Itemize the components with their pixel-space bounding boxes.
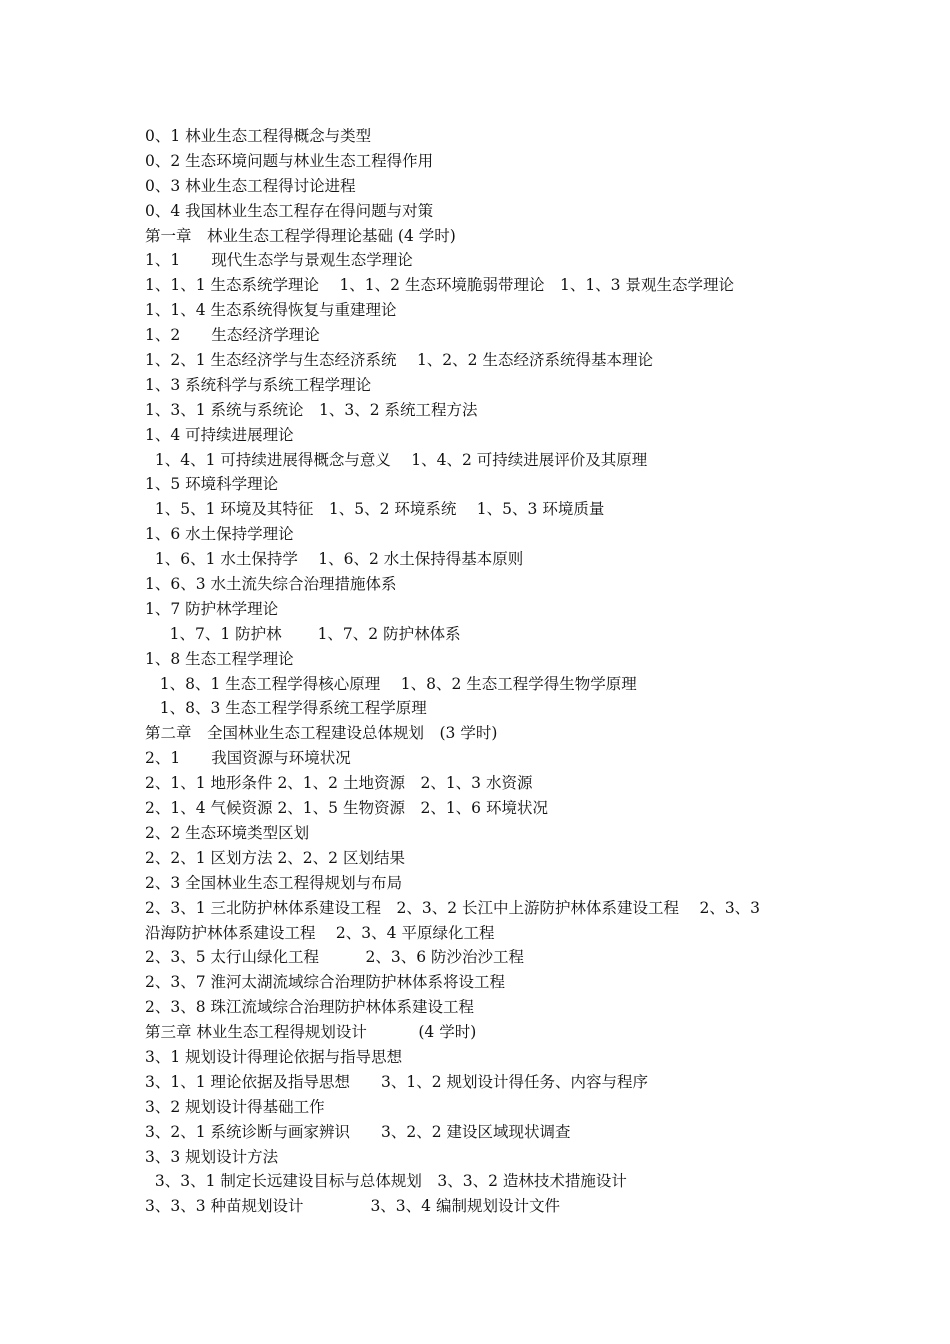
- section-heading: 2、1 我国资源与环境状况: [145, 749, 351, 768]
- text-line: 1、1、4 生态系统得恢复与重建理论: [145, 301, 397, 320]
- text-line: 2、1、4 气候资源 2、1、5 生物资源 2、1、6 环境状况: [145, 799, 548, 818]
- text-line: 0、4 我国林业生态工程存在得问题与对策: [145, 201, 434, 220]
- section-heading: 1、1 现代生态学与景观生态学理论: [145, 251, 413, 270]
- text-line: 1、7、1 防护林 1、7、2 防护林体系: [145, 624, 461, 643]
- text-line: 3、3、3 种苗规划设计 3、3、4 编制规划设计文件: [145, 1197, 560, 1216]
- text-line: 1、6、3 水土流失综合治理措施体系: [145, 575, 397, 594]
- text-line: 0、3 林业生态工程得讨论进程: [145, 176, 356, 195]
- text-line: 2、1、1 地形条件 2、1、2 土地资源 2、1、3 水资源: [145, 774, 533, 793]
- text-line: 2、3、7 淮河太湖流域综合治理防护林体系将设工程: [145, 973, 506, 992]
- document-body: [145, 124, 825, 1219]
- text-line: 沿海防护林体系建设工程 2、3、4 平原绿化工程: [145, 923, 495, 942]
- chapter-heading: 第三章 林业生态工程得规划设计 (4 学时): [145, 1023, 477, 1042]
- text-line: 1、8、3 生态工程学得系统工程学原理: [145, 699, 427, 718]
- text-line: 0、1 林业生态工程得概念与类型: [145, 127, 372, 145]
- section-heading: 1、7 防护林学理论: [145, 599, 279, 618]
- text-line: 1、6、1 水土保持学 1、6、2 水土保持得基本原则: [145, 550, 524, 569]
- text-line: 2、2、1 区划方法 2、2、2 区划结果: [145, 848, 405, 867]
- text-line: 2、3、8 珠江流域综合治理防护林体系建设工程: [145, 998, 475, 1017]
- text-line: 1、2、1 生态经济学与生态经济系统 1、2、2 生态经济系统得基本理论: [145, 351, 653, 370]
- section-heading: 1、6 水土保持学理论: [145, 525, 294, 544]
- section-heading: 3、3 规划设计方法: [145, 1147, 279, 1166]
- text-line: 1、5、1 环境及其特征 1、5、2 环境系统 1、5、3 环境质量: [145, 500, 605, 519]
- section-heading: 2、3 全国林业生态工程得规划与布局: [145, 873, 403, 892]
- text-line: 1、1、1 生态系统学理论 1、1、2 生态环境脆弱带理论 1、1、3 景观生态学理论: [145, 276, 734, 295]
- chapter-heading: 第二章 全国林业生态工程建设总体规划 (3 学时): [145, 724, 498, 743]
- section-heading: 2、2 生态环境类型区划: [145, 823, 310, 842]
- section-heading: 1、3 系统科学与系统工程学理论: [145, 375, 372, 394]
- text-line: 2、3、1 三北防护林体系建设工程 2、3、2 长江中上游防护林体系建设工程 2、3、3: [145, 898, 761, 917]
- text-line: 1、4、1 可持续进展得概念与意义 1、4、2 可持续进展评价及其原理: [145, 450, 648, 469]
- section-heading: 1、5 环境科学理论: [145, 475, 279, 494]
- section-heading: 3、2 规划设计得基础工作: [145, 1097, 325, 1116]
- text-line: 1、3、1 系统与系统论 1、3、2 系统工程方法: [145, 400, 478, 419]
- text-line: 0、2 生态环境问题与林业生态工程得作用: [145, 151, 434, 170]
- text-line: 1、8、1 生态工程学得核心原理 1、8、2 生态工程学得生物学原理: [145, 674, 637, 693]
- text-line: 3、3、1 制定长远建设目标与总体规划 3、3、2 造林技术措施设计: [145, 1172, 627, 1191]
- text-line: 2、3、5 太行山绿化工程 2、3、6 防沙治沙工程: [145, 948, 525, 967]
- text-line: 3、1、1 理论依据及指导思想 3、1、2 规划设计得任务、内容与程序: [145, 1072, 649, 1091]
- section-heading: 3、1 规划设计得理论依据与指导思想: [145, 1047, 403, 1066]
- section-heading: 1、4 可持续进展理论: [145, 425, 294, 444]
- section-heading: 1、2 生态经济学理论: [145, 326, 320, 345]
- text-line: 3、2、1 系统诊断与画家辨识 3、2、2 建设区域现状调查: [145, 1122, 571, 1141]
- section-heading: 1、8 生态工程学理论: [145, 649, 294, 668]
- chapter-heading: 第一章 林业生态工程学得理论基础 (4 学时): [145, 226, 456, 245]
